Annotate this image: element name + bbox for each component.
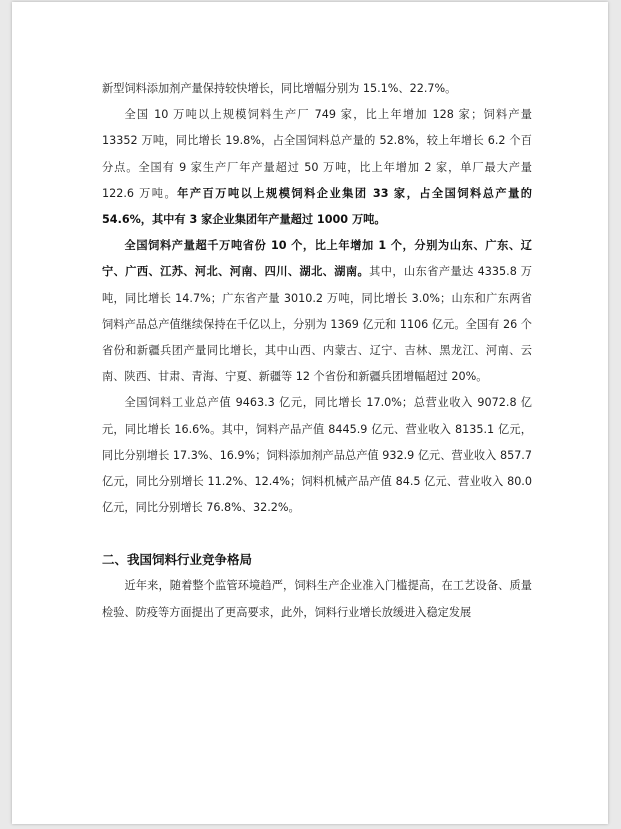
section-gap [102, 521, 532, 547]
paragraph-large-scale-plants [102, 102, 532, 233]
paragraph-additive-growth [102, 76, 532, 102]
paragraph-text: 近年来，随着整个监管环境趋严，饲料生产企业准入门槛提高，在工艺设备、质量检验、防疫等方面提出了更高要求，此外，饲料行业增长放缓进入稳定发展 [102, 579, 532, 619]
section-heading: 二、我国饲料行业竞争格局 [102, 552, 253, 568]
paragraph-text: 全国饲料工业总产值 9463.3 亿元，同比增长 17.0%；总营业收入 9072.8 亿元，同比增长 16.6%。其中，饲料产品产值 8445.9 亿元、营业收入 8135.1 亿元，同比分别增长 17.3%、16.9%；饲料添加剂产品总产值 932.9 亿元、营业收入 857.7 亿元，同比分别增长 11.2%、12.4%；饲料机械产品产值 84.5 亿元、营业收入 80.0 亿元，同比分别增长 76.8%、32.2%。 [102, 396, 532, 515]
paragraph-text: 新型饲料添加剂产量保持较快增长，同比增幅分别为 15.1%、22.7%。 [102, 82, 457, 95]
paragraph-text: 其中，山东省产量达 4335.8 万吨，同比增长 14.7%；广东省产量 3010.2 万吨，同比增长 3.0%；山东和广东两省饲料产品总产值继续保持在千亿以上，分别为 1369 亿元和 1106 亿元。全国有 26 个省份和新疆兵团产量同比增长，其中山西、内蒙古、辽宁、吉林、黑龙江、河南、云南、陕西、甘肃、青海、宁夏、新疆等 12 个省份和新疆兵团增幅超过 20%。 [102, 265, 532, 384]
paragraph-provinces [102, 233, 532, 390]
paragraph-competition-intro [102, 573, 532, 625]
document-page [12, 2, 608, 824]
document-body [102, 76, 532, 626]
paragraph-text: 全国 10 万吨以上规模饲料生产厂 749 家，比上年增加 128 家；饲料产量 13352 万吨，同比增长 19.8%，占全国饲料总产量的 52.8%，较上年增长 6.2 个百分点。全国有 9 家生产厂年产量超过 50 万吨，比上年增加 2 家，单厂最大产量 122.6 万吨。 [102, 108, 532, 200]
paragraph-output-value [102, 390, 532, 521]
paragraph-bold-text: 年产百万吨以上规模饲料企业集团 33 家，占全国饲料总产量的 54.6%，其中有 3 家企业集团年产量超过 1000 万吨。 [102, 186, 532, 227]
paragraph-bold-text: 全国饲料产量超千万吨省份 10 个，比上年增加 1 个，分别为山东、广东、辽宁、广西、江苏、河北、河南、四川、湖北、湖南。 [102, 239, 532, 279]
